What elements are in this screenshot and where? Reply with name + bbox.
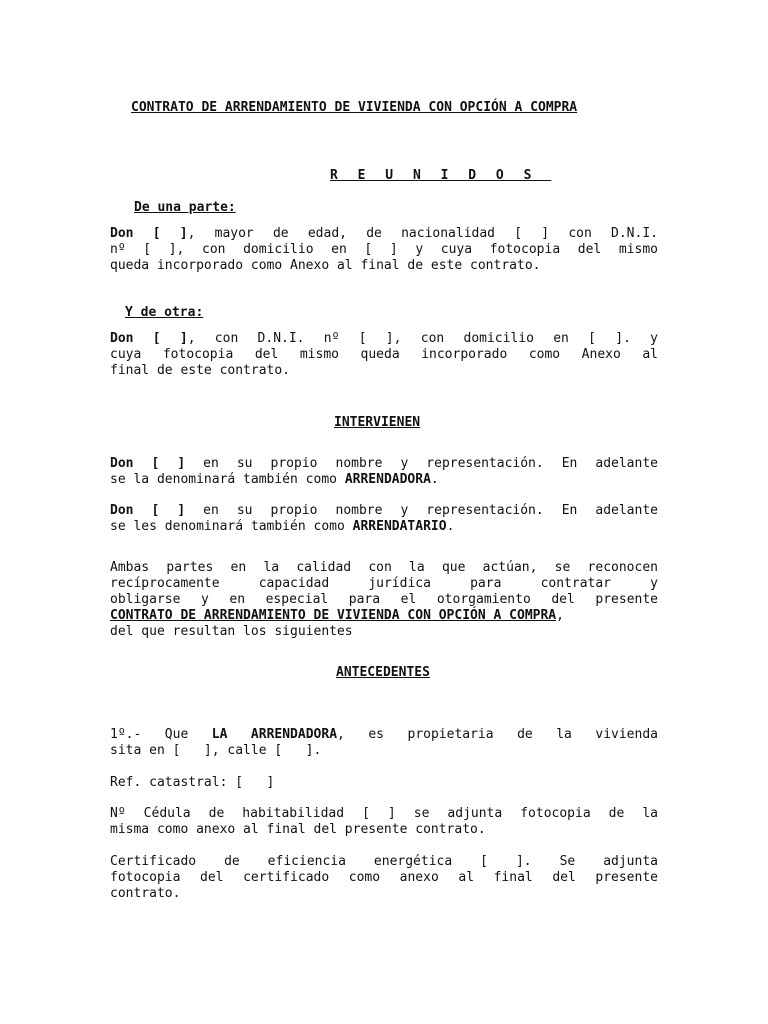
term-arrendadora: ARRENDADORA [344,472,431,487]
text-span: en su propio nombre y representación. En adelante [185,456,658,471]
heading-antecedentes: ANTECEDENTES [336,665,430,680]
text-span: , es propietaria de la vivienda [337,727,658,742]
don-placeholder: Don [ ] [110,331,188,346]
text-span: , [556,608,564,623]
paragraph-ambas-partes-line-4 [110,608,564,624]
paragraph-ambas-partes-line-3: obligarse y en especial para el otorgamiento del presente [110,592,658,607]
don-placeholder: Don [ ] [110,456,186,471]
heading-intervienen: INTERVIENEN [334,415,421,430]
don-placeholder: Don [ ] [110,503,186,518]
paragraph-certificado-line-2: fotocopia del certificado como anexo al final del presente [110,870,658,885]
text-span: se les denominará también como [110,519,353,534]
paragraph-parte-1-line-2: nº [ ], con domicilio en [ ] y cuya fotocopia del mismo [110,242,658,257]
paragraph-certificado-line-3: contrato. [110,886,181,901]
label-de-una-parte: De una parte: [134,200,236,215]
paragraph-parte-2-line-3: final de este contrato. [110,363,291,378]
ref-catastral: Ref. catastral: [ ] [110,775,275,790]
paragraph-certificado-line-1: Certificado de eficiencia energética [ ]. Se adjunta [110,854,658,869]
text-span: en su propio nombre y representación. En adelante [185,503,658,518]
paragraph-interviene-1-line-1 [110,456,658,472]
term-la-arrendadora: LA ARRENDADORA [211,727,338,742]
text-span: . [446,519,455,534]
paragraph-parte-2-line-2: cuya fotocopia del mismo queda incorporado como Anexo al [110,347,658,362]
text-span: 1º.- Que [110,727,212,742]
label-y-de-otra: Y de otra: [125,305,204,320]
text-span: , mayor de edad, de nacionalidad [ ] con D.N.I. [187,226,658,241]
paragraph-cedula-line-2: misma como anexo al final del presente contrato. [110,822,486,837]
paragraph-antecedente-1-line-1 [110,727,658,743]
document-title: CONTRATO DE ARRENDAMIENTO DE VIVIENDA CON OPCIÓN A COMPRA [131,100,578,115]
text-span: se la denominará también como [110,472,345,487]
paragraph-interviene-2-line-2 [110,519,454,535]
paragraph-interviene-1-line-2 [110,472,439,488]
paragraph-ambas-partes-line-2: recíprocamente capacidad jurídica para contratar y [110,576,658,591]
contract-title-inline: CONTRATO DE ARRENDAMIENTO DE VIVIENDA CON OPCIÓN A COMPRA [110,608,557,623]
paragraph-parte-2-line-1 [110,331,658,347]
paragraph-cedula-line-1: Nº Cédula de habitabilidad [ ] se adjunta fotocopia de la [110,806,658,821]
heading-reunidos: R E U N I D O S [330,168,552,183]
paragraph-ambas-partes-line-1: Ambas partes en la calidad con la que actúan, se reconocen [110,560,658,575]
text-span: , con D.N.I. nº [ ], con domicilio en [ ]. y [187,331,658,346]
paragraph-interviene-2-line-1 [110,503,658,519]
paragraph-ambas-partes-line-5: del que resultan los siguientes [110,624,353,639]
text-span: . [430,472,439,487]
paragraph-antecedente-1-line-2: sita en [ ], calle [ ]. [110,743,322,758]
term-arrendatario: ARRENDATARIO [352,519,447,534]
paragraph-parte-1-line-1 [110,226,658,242]
don-placeholder: Don [ ] [110,226,188,241]
paragraph-parte-1-line-3: queda incorporado como Anexo al final de este contrato. [110,258,541,273]
